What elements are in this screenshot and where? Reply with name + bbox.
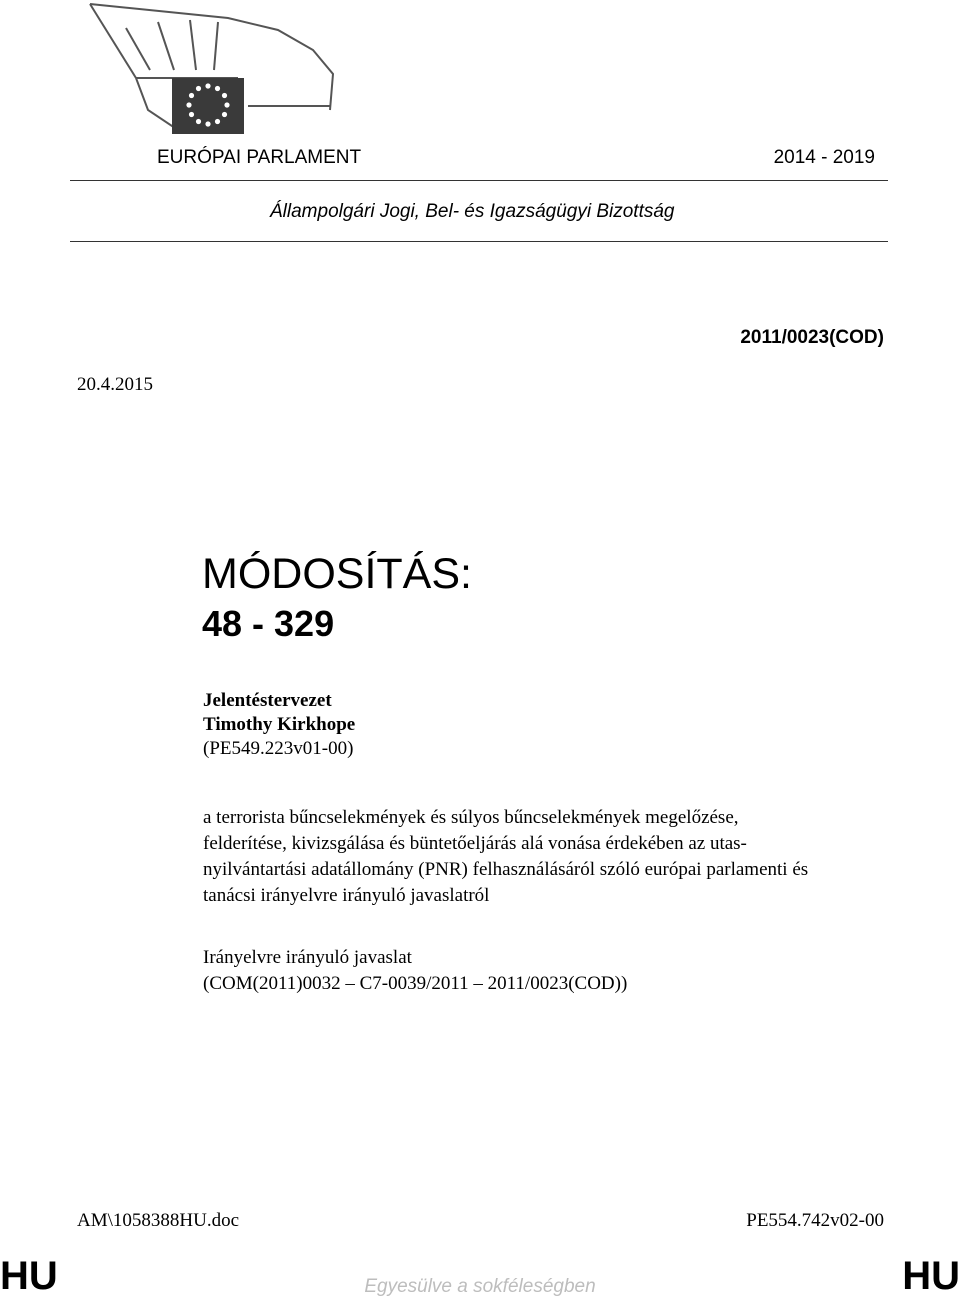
proposal-reference: (COM(2011)0032 – C7-0039/2011 – 2011/0023(COD)) xyxy=(203,973,628,994)
pe-number: PE554.742v02-00 xyxy=(746,1210,884,1231)
european-parliament-logo-icon xyxy=(78,0,340,140)
header-divider xyxy=(70,180,888,181)
language-code-left: HU xyxy=(0,1254,58,1298)
proposal-label: Irányelvre irányuló javaslat xyxy=(203,947,412,968)
subject-line: a terrorista bűncselekmények és súlyos bűncselekmények megelőzése, xyxy=(203,807,739,828)
subject-paragraph xyxy=(203,805,903,909)
language-code-right: HU xyxy=(902,1254,960,1298)
rapporteur-name: Timothy Kirkhope xyxy=(203,714,356,735)
draft-report-label: Jelentéstervezet xyxy=(203,690,332,711)
subject-line: nyilvántartási adatállomány (PNR) felhasználásáról szóló európai parlamenti és xyxy=(203,859,809,880)
parliamentary-term: 2014 - 2019 xyxy=(773,147,875,168)
subject-line: felderítése, kivizsgálása és büntetőeljárás alá vonása érdekében az utas- xyxy=(203,833,747,854)
document-date: 20.4.2015 xyxy=(77,374,153,395)
draft-report-reference: (PE549.223v01-00) xyxy=(203,738,354,759)
document-title: MÓDOSÍTÁS: xyxy=(202,550,472,598)
committee-name: Állampolgári Jogi, Bel- és Igazságügyi Bizottság xyxy=(270,201,675,222)
subject-line: tanácsi irányelvre irányuló javaslatról xyxy=(203,885,490,906)
institution-name: EURÓPAI PARLAMENT xyxy=(157,147,362,168)
amendment-range: 48 - 329 xyxy=(202,603,335,644)
eu-motto: Egyesülve a sokféleségben xyxy=(364,1276,596,1297)
procedure-reference: 2011/0023(COD) xyxy=(740,327,884,348)
committee-divider xyxy=(70,241,888,242)
document-filename: AM\1058388HU.doc xyxy=(77,1210,240,1231)
